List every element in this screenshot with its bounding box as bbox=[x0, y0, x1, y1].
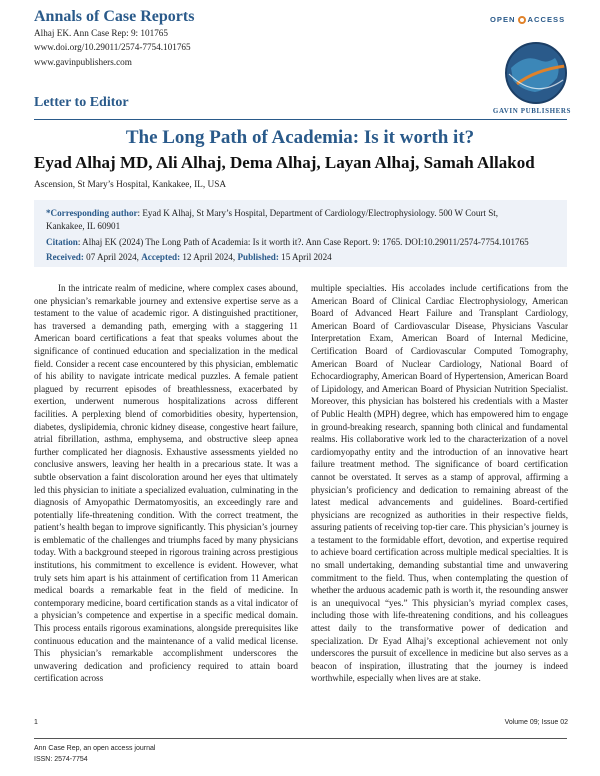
journal-footer-line: Ann Case Rep, an open access journal bbox=[34, 745, 156, 752]
website-link[interactable]: www.gavinpublishers.com bbox=[34, 57, 132, 67]
citation-label: Citation bbox=[46, 237, 78, 247]
author-list: Eyad Alhaj MD, Ali Alhaj, Dema Alhaj, Layan Alhaj, Samah Allakod bbox=[34, 153, 535, 172]
open-access-left: OPEN bbox=[490, 15, 516, 24]
footer-divider bbox=[34, 738, 567, 739]
article-info-box bbox=[34, 200, 567, 267]
article-title: The Long Path of Academia: Is it worth it? bbox=[125, 127, 475, 148]
received-date: 07 April 2024, bbox=[83, 252, 142, 262]
publisher-logo-text: GAVIN PUBLISHERS bbox=[492, 107, 572, 115]
corresponding-label: *Corresponding author bbox=[46, 208, 138, 218]
citation-text: : Alhaj EK (2024) The Long Path of Academia: Is it worth it?. Ann Case Report. 9: 1765. DOI:10.29011/2574-7754.101765 bbox=[77, 237, 529, 247]
header-divider bbox=[34, 119, 567, 120]
issn: ISSN: 2574-7754 bbox=[34, 756, 88, 763]
open-access-badge bbox=[490, 15, 565, 24]
dates-line bbox=[46, 250, 332, 265]
open-access-right: ACCESS bbox=[527, 15, 566, 24]
published-label: Published: bbox=[237, 252, 279, 262]
body-paragraph-left: In the intricate realm of medicine, where complex cases abound, one physician’s remarkable journey and extensive expertise serve as a testament to the value of academic rigor. A distinguished practitioner, has traversed a demanding path, emerging with a staggering 11 American board certifications a feat that speaks volumes about the significance of continued education and specialization in the medical field. Consider a recent case encountered by this physician, emblematic of his ability to navigate intricate medical puzzles. A female patient plagued by recurrent episodes of breathlessness, exacerbated by exertion, underwent numerous hospitalizations across different facilities. A perplexing blend of comorbidities obesity, hypertension, diabetes, dyslipidemia, chronic kidney disease, congestive heart failure, atrial fibrillation, asthma, emphysema, and obstructive sleep apnea further complicated her diagnosis. Exhaustive assessments yielded no conclusive answers, leaving her health in a precarious state. It was a subtle observation a faint discoloration around her eyes that ultimately led this physician to initiate a specialized evaluation, culminating in the diagnosis of Amyopathic Dermatomyositis, an exceedingly rare and potentially life-threatening condition. With the correct treatment, the patient’s health began to improve significantly. This physician’s journey is emblematic of the challenges and triumphs faced by many physicians today. With a background steeped in rigorous training across prestigious institutions, his commitment to excellence is evident. However, what truly sets him apart is his attainment of certification from 11 American medical boards a remarkable feat in the field of medicine. In contemporary medicine, board certification stands as a vital indicator of a physician’s competence and expertise in a specific medical domain. This process entails rigorous examinations, alongside prerequisites like continuous education and the maintenance of a valid medical license. This physician’s remarkable accomplishment underscores the unwavering dedication and proficiency required to attain board certification across bbox=[34, 283, 298, 684]
published-date: 15 April 2024 bbox=[278, 252, 332, 262]
received-label: Received: bbox=[46, 252, 84, 262]
accepted-date: 12 April 2024, bbox=[180, 252, 238, 262]
journal-title: Annals of Case Reports bbox=[34, 8, 195, 25]
citation-short: Alhaj EK. Ann Case Rep: 9: 101765 bbox=[34, 28, 168, 38]
page-number: 1 bbox=[34, 719, 38, 726]
accepted-label: Accepted: bbox=[141, 252, 181, 262]
open-access-lock-icon bbox=[518, 16, 526, 24]
corresponding-address: Kankakee, IL 60901 bbox=[46, 221, 121, 231]
article-type: Letter to Editor bbox=[34, 95, 129, 110]
affiliation: Ascension, St Mary’s Hospital, Kankakee, IL, USA bbox=[34, 180, 227, 190]
globe-logo-icon bbox=[495, 40, 577, 106]
corresponding-text: : Eyad K Alhaj, St Mary’s Hospital, Department of Cardiology/Electrophysiology. 500 W Court St, bbox=[137, 208, 499, 218]
body-column-left bbox=[34, 282, 298, 685]
body-column-right bbox=[311, 282, 568, 685]
citation-line bbox=[46, 235, 529, 250]
doi-link[interactable]: www.doi.org/10.29011/2574-7754.101765 bbox=[34, 42, 191, 52]
body-paragraph-right: multiple specialties. His accolades include certifications from the American Board of Clinical Cardiac Electrophysiology, American Board of Advanced Heart Failure and Transplant Cardiology, American Board of Cardiovascular Disease, Physicians Vascular Interpretation Exam, American Board of Internal Medicine, Certification Board of Cardiovascular Computed Tomography, American Board of Nuclear Cardiology, National Board of Echocardiography, American Board of Hypertension, American Board of Lipidology, and American Board of Physician Nutrition Specialist. Moreover, this physician has bolstered his credentials with a Master of Public Health (MPH) degree, which has empowered him to engage in ground-breaking research, spanning both clinical and fundamental realms. His collaborative work led to the characterization of a novel cardiomyopathy entity and the introduction of an innovative heart failure treatment method. The significance of board certification cannot be overstated. It serves as a stamp of approval, affirming a physician’s proficiency and dedication to remaining abreast of the latest medical advancements and guidelines. Board-certified physicians are recognized as authorities in their respective fields, assuring patients of receiving top-tier care. This physician’s journey is a testament to the formidable effort, devotion, and expertise required to achieve board certification across multiple medical specialties. It is no small undertaking, demanding substantial time and unwavering commitment to the field. Thus, when contemplating the question of whether the arduous academic path is worth it, the resounding answer is an unequivocal “yes.” This physician’s myriad complex cases, including those with life-threatening conditions, and his colleagues attest daily to the transformative power of dedication and specialization. Dr Eyad Alhaj’s exceptional achievement not only underscores the pursuit of excellence in medicine but also serves as a beacon of inspiration, illustrating that the journey is indeed worthwhile, especially when lives are at stake. bbox=[311, 283, 568, 684]
volume-issue: Volume 09; Issue 02 bbox=[504, 719, 568, 726]
